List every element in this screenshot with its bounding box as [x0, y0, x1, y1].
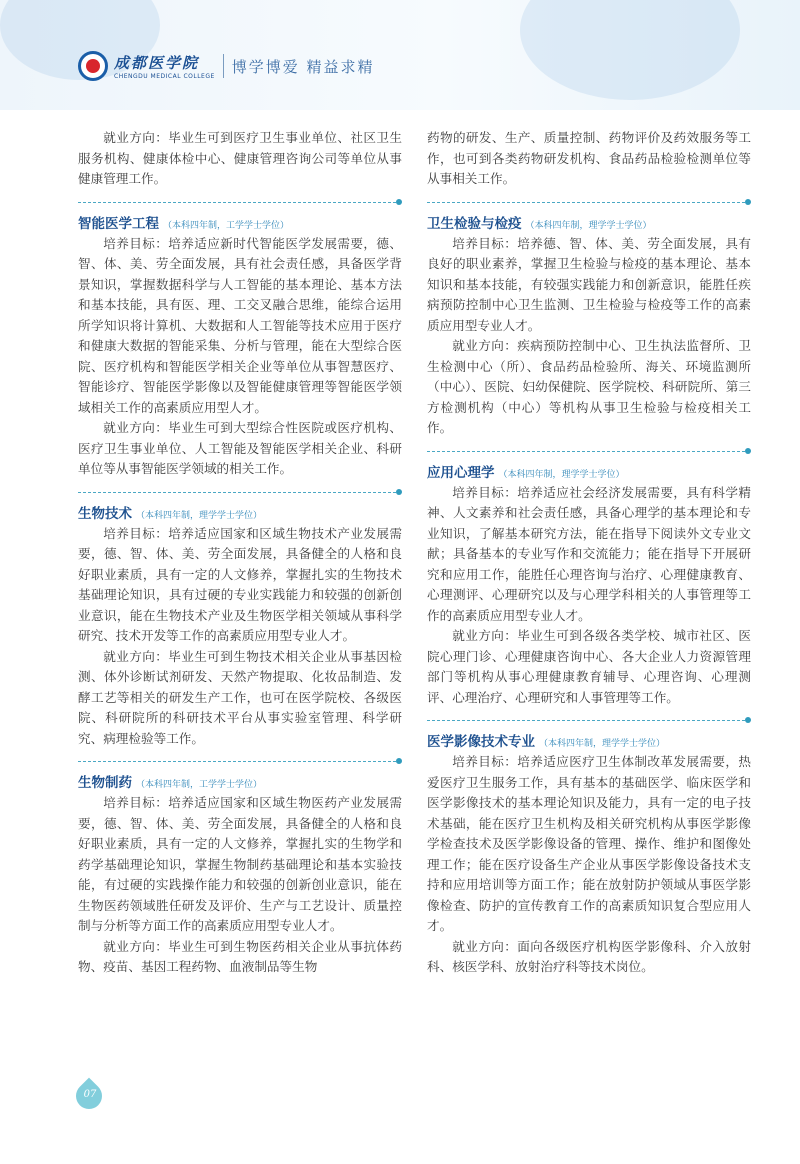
left-column	[78, 128, 402, 978]
page-number-badge	[76, 1083, 104, 1111]
section-separator	[78, 755, 402, 767]
page-header	[78, 50, 375, 82]
section-title: 医学影像技术专业	[427, 734, 535, 750]
employment-paragraph: 就业方向：疾病预防控制中心、卫生执法监督所、卫生检测中心（所）、食品药品检验所、海关、环境监测所（中心）、医院、妇幼保健院、医学院校、科研院所、第三方检测机构（中心）等机构从事卫生检验与检疫相关工作。	[427, 338, 751, 435]
section-degree-note: （本科四年制，理学学士学位）	[525, 220, 652, 231]
employment-paragraph: 就业方向：毕业生可到生物医药相关企业从事抗体药物、疫苗、基因工程药物、血液制品等生物	[78, 938, 402, 974]
logo-chinese-name: 成都医学院	[114, 54, 200, 72]
section-title: 生物制药	[78, 775, 132, 791]
section-separator	[427, 714, 751, 726]
section-title: 应用心理学	[427, 464, 495, 481]
section-title: 卫生检验与检疫	[427, 215, 522, 232]
employment-paragraph: 就业方向：面向各级医疗机构医学影像科、介入放射科、核医学科、放射治疗科等技术岗位。	[427, 938, 751, 974]
section-biotechnology	[78, 486, 402, 750]
section-title: 生物技术	[78, 505, 132, 522]
section-separator	[427, 445, 751, 457]
training-goal-paragraph: 培养目标：培养适应国家和区域生物技术产业发展需要，德、智、体、美、劳全面发展，具备健全的人格和良好职业素质，具有一定的人文修养，掌握扎实的生物技术基础理论知识，具有过硬的专业实践能力和较强的创新创业意识，能在生物技术产业及生物医学相关领域从事科学研究、技术开发等工作的高素质应用型专业人才。	[78, 525, 402, 643]
training-goal-paragraph: 培养目标：培养适应医疗卫生体制改革发展需要，热爱医疗卫生服务工作，具有基本的基础医学、临床医学和医学影像技术的基本理论知识及能力，具有一定的电子技术基础，能在医疗卫生机构及相关研究机构从事医学影像学检查技术及医学影像设备的管理、操作、维护和图像处理工作；能在医疗设备生产企业从事医学影像设备技术支持和应用培训等方面工作；能在放射防护领域从事医学影像检查、防护的宣传教育工作的高素质知识复合型应用人才。	[427, 754, 751, 933]
section-biopharmaceutics	[78, 755, 402, 978]
right-column	[427, 128, 751, 978]
training-goal-paragraph: 培养目标：培养德、智、体、美、劳全面发展，具有良好的职业素养，掌握卫生检验与检疫的基本理论、基本知识和基本技能，有较强实践能力和创新意识，能胜任疾病预防控制中心卫生监测、卫生检验与检疫等工作的高素质应用型专业人才。	[427, 235, 751, 333]
page-number: 07	[83, 1089, 97, 1100]
training-goal-paragraph: 培养目标：培养适应社会经济发展需要，具有科学精神、人文素养和社会责任感，具备心理学的基本理论和专业知识，了解基本研究方法，能在指导下阅读外文专业文献；具备基本的专业写作和交流能力；能在指导下开展研究和应用工作，能胜任心理咨询与治疗、心理健康教育、心理测评、心理研究以及与心理学科相关的人事管理等工作的高素质应用型专业人才。	[427, 484, 751, 623]
right-intro-paragraph: 药物的研发、生产、质量控制、药物评价及药效服务等工作，也可到各类药物研发机构、食品药品检验检测单位等从事相关工作。	[427, 130, 751, 186]
section-separator	[78, 486, 402, 498]
logo-english-name: CHENGDU MEDICAL COLLEGE	[114, 73, 215, 80]
college-logo	[114, 52, 215, 80]
employment-paragraph: 就业方向：毕业生可到大型综合性医院或医疗机构、医疗卫生事业单位、人工智能及智能医学相关企业、科研单位等从事智能医学领域的相关工作。	[78, 420, 402, 476]
section-degree-note: （本科四年制，理学学士学位）	[539, 739, 666, 749]
section-intelligent-medical-engineering	[78, 196, 402, 480]
training-goal-paragraph: 培养目标：培养适应新时代智能医学发展需要，德、智、体、美、劳全面发展，具有社会责任感，具备医学背景知识，掌握数据科学与人工智能的基本理论、基本方法和基本技能，具有医、理、工交叉融合思维，能综合运用所学知识将计算机、大数据和人工智能等技术应用于医疗和健康大数据的智能采集、分析与管理，能在大型综合医院、医疗机构和智能医学相关企业等单位从事智慧医疗、智能诊疗、智能医学影像以及智能健康管理等智能医学领域相关工作的高素质应用型人才。	[78, 235, 402, 415]
header-divider	[223, 54, 224, 78]
section-title: 智能医学工程	[78, 215, 159, 232]
section-degree-note: （本科四年制，工学学士学位）	[136, 780, 263, 790]
section-applied-psychology	[427, 445, 751, 709]
section-degree-note: （本科四年制，工学学士学位）	[163, 220, 290, 231]
section-separator	[78, 196, 402, 208]
college-logo-icon	[78, 51, 108, 81]
left-intro-paragraph: 就业方向：毕业生可到医疗卫生事业单位、社区卫生服务机构、健康体检中心、健康管理咨询公司等单位从事健康管理工作。	[78, 130, 402, 186]
training-goal-paragraph: 培养目标：培养适应国家和区域生物医药产业发展需要，德、智、体、美、劳全面发展，具备健全的人格和良好职业素质，具有一定的人文修养，掌握扎实的生物学和药学基础理论知识，掌握生物制药基础理论和基本实验技能，有过硬的实践操作能力和较强的创新创业意识，能在生物医药领域胜任研发及评价、生产与工艺设计、质量控制与分析等方面工作的高素质应用型专业人才。	[78, 795, 402, 933]
employment-paragraph: 就业方向：毕业生可到生物技术相关企业从事基因检测、体外诊断试剂研发、天然产物提取、化妆品制造、发酵工艺等相关的研发生产工作，也可在医学院校、各级医院、科研院所的科研技术平台从事实验室管理、科学研究、病理检验等工作。	[78, 648, 402, 746]
section-medical-imaging-technology	[427, 714, 751, 978]
employment-paragraph: 就业方向：毕业生可到各级各类学校、城市社区、医院心理门诊、心理健康咨询中心、各大企业人力资源管理部门等机构从事心理健康教育辅导、心理咨询、心理测评、心理治疗、心理研究和人事管理等工作。	[427, 628, 751, 705]
college-motto: 博学博爱 精益求精	[231, 57, 375, 76]
section-degree-note: （本科四年制，理学学士学位）	[498, 469, 625, 480]
section-health-inspection-quarantine	[427, 196, 751, 439]
section-separator	[427, 196, 751, 208]
section-degree-note: （本科四年制，理学学士学位）	[136, 510, 263, 521]
